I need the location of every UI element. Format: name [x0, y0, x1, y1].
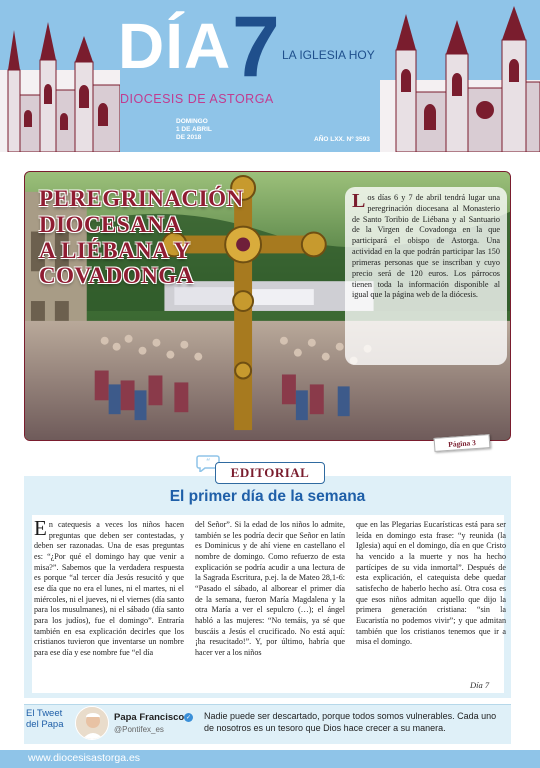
- masthead-diocese: DIOCESIS DE ASTORGA: [120, 92, 274, 106]
- editorial-signature: Día 7: [470, 680, 490, 690]
- tweet-section-label: El Tweet del Papa: [26, 708, 64, 730]
- issue-number: AÑO LXX. Nº 3593: [314, 136, 370, 143]
- svg-text:“: “: [205, 458, 211, 468]
- cover-summary-text: os días 6 y 7 de abril tendrá lugar una peregrinación diocesana al Monasterio de Santo Toribio de Liébana y al Santuario de la Virgen de Covadonga en la que participará el obispo de Astorga. Una actividad en la que podrán participar las 150 primeras personas que se inscriban y cuyo precio será de 120 euros. Los párrocos tienen toda la información disponible al igual que la página web de la diócesis.: [352, 193, 500, 300]
- verified-icon: ✓: [185, 714, 192, 721]
- cover-dropcap: L: [352, 190, 366, 212]
- editorial-dropcap: E: [34, 516, 47, 540]
- editorial-column-3: que en las Plegarias Eucarísticas está para ser leída en domingo esta frase: “y reunida (la Iglesia) aquí en el domingo, día en que Cristo ha vencido a la muerte y nos ha hecho partícipes de su vida inmortal”. Después de esta explicación, el catequista debe quedar satisfecho de haberlo hecho así. Otra cosa es que esos niños admitan aquello que dijo la primera generación cristiana: “sin la Eucaristía no podemos vivir”; y que admitan también que los cristianos tenemos que ir a misa el domingo.: [356, 520, 506, 647]
- page-reference-tag[interactable]: Página 3: [434, 434, 491, 452]
- cathedral-right-illustration: [380, 0, 540, 152]
- cover-headline-line3: A LIÉBANA Y: [39, 237, 191, 263]
- editorial-title: El primer día de la semana: [169, 488, 366, 505]
- cover-headline: [39, 186, 244, 289]
- issue-date-line3: DE 2018: [176, 134, 202, 142]
- tweet-author-handle[interactable]: @Pontifex_es: [114, 725, 164, 734]
- cover-headline-line4: COVADONGA: [39, 263, 194, 289]
- tweet-author-name[interactable]: Papa Francisco: [114, 712, 185, 723]
- masthead-title: DÍA: [118, 10, 232, 82]
- editorial-column-1-text: n catequesis a veces los niños hacen preguntas que deben ser contestadas, y deben ser razonadas. Una de esas preguntas es: “¿Por qué el domingo hay que venir a misa?”. Sabemos que la verdadera respuesta es porque “al tercer día Jesús resucitó y que ese día que no era el lunes, ni el martes, ni el miércoles, ni el jueves, ni el viernes (día santo para los musulmanes), ni el sábado (día santo para los judíos), fue el domingo”. Entraría también en esa explicación decirles que los cristianos tuvieron que inventarse un nombre para ese día y ese nombre fue “el día: [34, 520, 184, 658]
- issue-date-line1: DOMINGO: [176, 118, 208, 125]
- avatar[interactable]: [75, 706, 109, 740]
- masthead-subtitle: LA IGLESIA HOY: [282, 48, 375, 62]
- masthead-number: 7: [232, 0, 280, 95]
- cathedral-left-illustration: [0, 0, 120, 152]
- issue-date-line2: 1 DE ABRIL: [176, 126, 212, 134]
- tweet-text: Nadie puede ser descartado, porque todos somos vulnerables. Cada uno de nosotros es un tesoro que Dios hace crecer a su manera.: [204, 711, 497, 734]
- cover-headline-line2: DIOCESANA: [39, 211, 182, 237]
- cover-headline-line1: PEREGRINACIÓN: [39, 186, 244, 211]
- editorial-badge: EDITORIAL: [215, 462, 325, 484]
- website-link[interactable]: www.diocesisastorga.es: [28, 752, 141, 764]
- cover-summary: [345, 187, 507, 365]
- editorial-column-1: [34, 516, 184, 659]
- editorial-column-2: del Señor”. Si la edad de los niños lo admite, también se les podría decir que Señor en latín es Dominicus y de ahí viene en castellano el nombre de domingo. Como refuerzo de esta explicación se podría acudir a una lectura de la Sagrada Escritura, p.ej. la de Mateo 28,1-6: “Pasado el sábado, al alborear el primer día de la semana, fueron María Magdalena y la otra María a ver el sepulcro (…); el ángel habló a las mujeres: “No temáis, ya sé que buscáis a Jesús el crucificado. No está aquí: ¡ha resucitado!”. Y, por último, habría que hacer ver a los niños: [195, 520, 345, 658]
- issue-date: [176, 118, 212, 142]
- masthead: [0, 0, 540, 152]
